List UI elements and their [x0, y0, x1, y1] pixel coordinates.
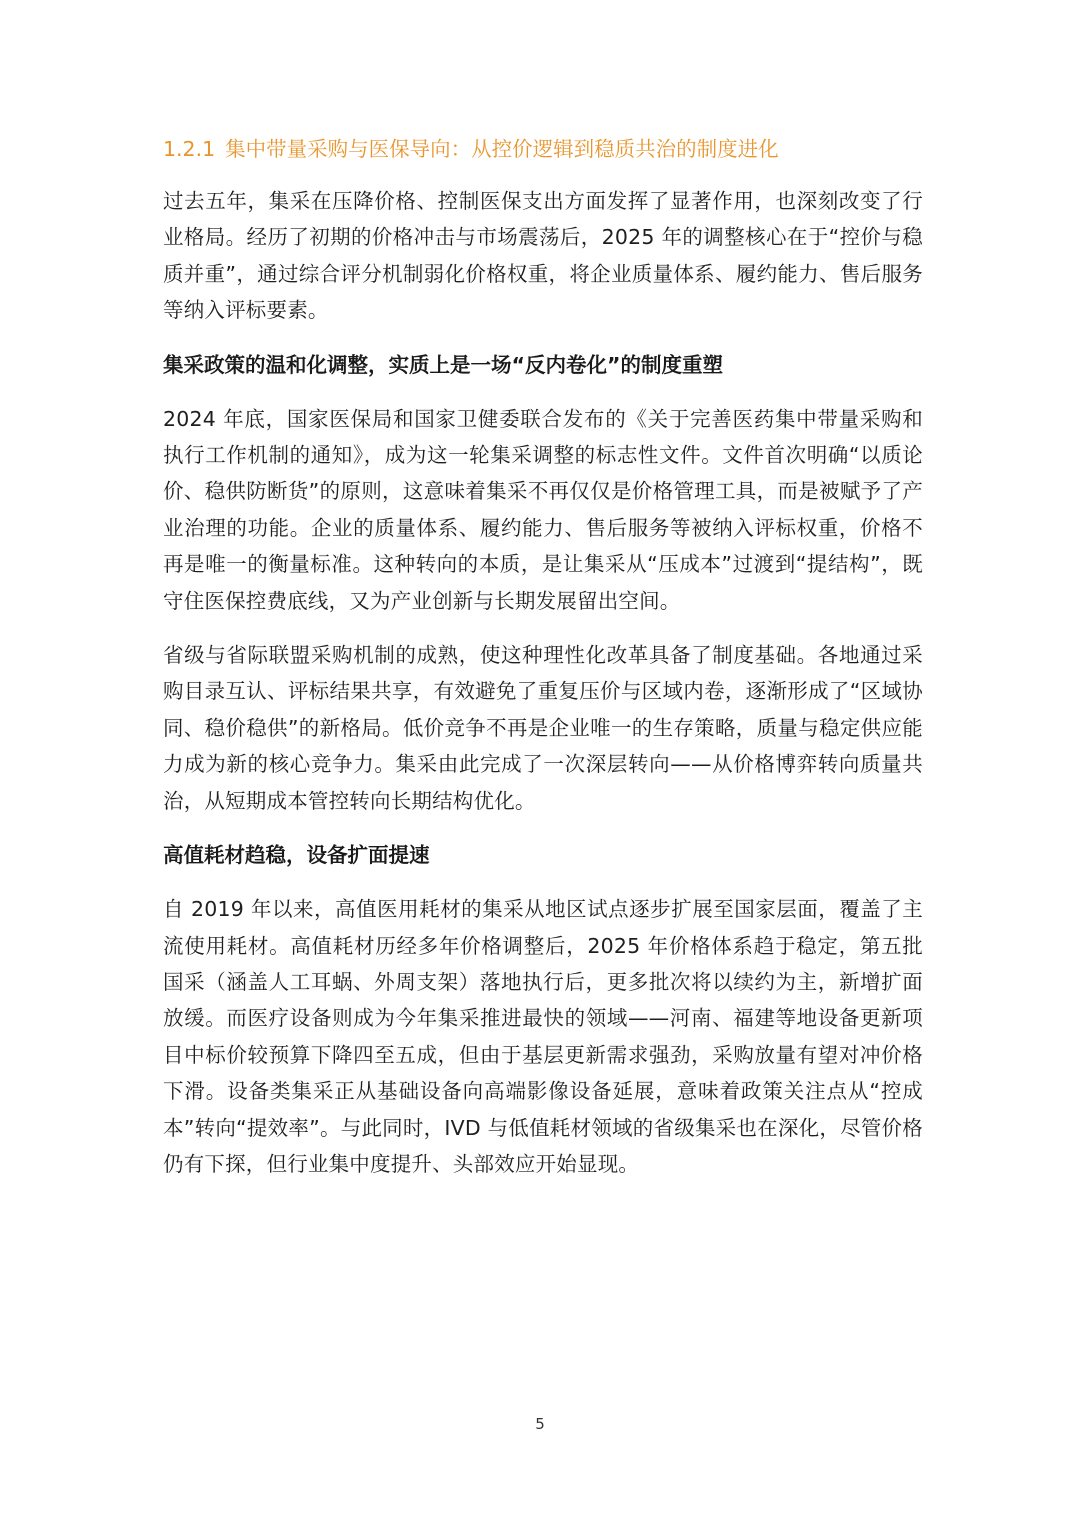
page-number: 5 — [535, 1415, 545, 1433]
subheading-high-value-consumables: 高值耗材趋稳，设备扩面提速 — [163, 843, 430, 868]
section-title: 集中带量采购与医保导向：从控价逻辑到稳质共治的制度进化 — [225, 137, 779, 161]
paragraph-intro: 过去五年，集采在压降价格、控制医保支出方面发挥了显著作用，也深刻改变了行业格局。经历了初期的价格冲击与市场震荡后，2025 年的调整核心在于“控价与稳质并重”，通过综合评分机制弱化价格权重，将企业质量体系、履约能力、售后服务等纳入评标要素。 — [163, 189, 923, 323]
section-number: 1.2.1 — [163, 137, 216, 161]
subheading-policy-adjustment: 集采政策的温和化调整，实质上是一场“反内卷化”的制度重塑 — [163, 352, 723, 377]
page-content — [163, 131, 923, 1200]
paragraph-consumables-equipment: 自 2019 年以来，高值医用耗材的集采从地区试点逐步扩展至国家层面，覆盖了主流使用耗材。高值耗材历经多年价格调整后，2025 年价格体系趋于稳定，第五批国采（涵盖人工耳蜗、外周支架）落地执行后，更多批次将以续约为主，新增扩面放缓。而医疗设备则成为今年集采推进最快的领域——河南、福建等地设备更新项目中标价较预算下降四至五成，但由于基层更新需求强劲，采购放量有望对冲价格下滑。设备类集采正从基础设备向高端影像设备延展，意味着政策关注点从“控成本”转向“提效率”。与此同时，IVD 与低值耗材领域的省级集采也在深化，尽管价格仍有下探，但行业集中度提升、头部效应开始显现。 — [163, 897, 923, 1176]
paragraph-provincial-alliance: 省级与省际联盟采购机制的成熟，使这种理性化改革具备了制度基础。各地通过采购目录互认、评标结果共享，有效避免了重复压价与区域内卷，逐渐形成了“区域协同、稳价稳供”的新格局。低价竞争不再是企业唯一的生存策略，质量与稳定供应能力成为新的核心竞争力。集采由此完成了一次深层转向——从价格博弈转向质量共治，从短期成本管控转向长期结构优化。 — [163, 643, 923, 813]
paragraph-notice-2024: 2024 年底，国家医保局和国家卫健委联合发布的《关于完善医药集中带量采购和执行工作机制的通知》，成为这一轮集采调整的标志性文件。文件首次明确“以质论价、稳供防断货”的原则，这意味着集采不再仅仅是价格管理工具，而是被赋予了产业治理的功能。企业的质量体系、履约能力、售后服务等被纳入评标权重，价格不再是唯一的衡量标准。这种转向的本质，是让集采从“压成本”过渡到“提结构”，既守住医保控费底线，又为产业创新与长期发展留出空间。 — [163, 406, 923, 613]
section-heading — [163, 131, 923, 167]
